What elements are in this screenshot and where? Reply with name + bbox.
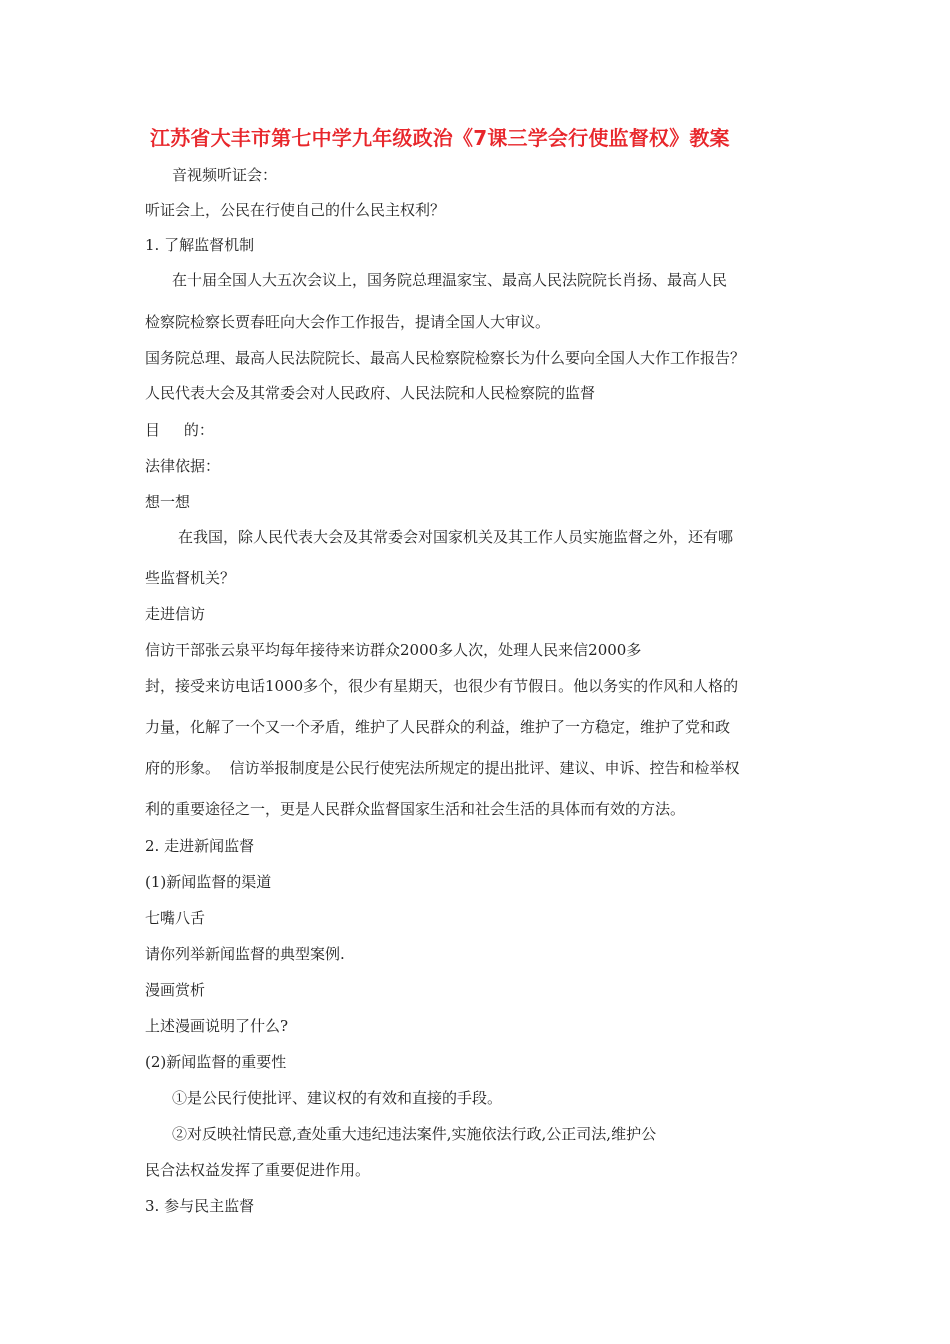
list-item: ①是公民行使批评、建议权的有效和直接的手段。 bbox=[172, 1089, 503, 1107]
paragraph-line: 力量，化解了一个又一个矛盾，维护了人民群众的利益，维护了一方稳定，维护了党和政 bbox=[145, 718, 731, 736]
paragraph-line: 国务院总理、最高人民法院院长、最高人民检察院检察长为什么要向全国人大作工作报告？ bbox=[145, 349, 746, 367]
paragraph-line: 民合法权益发挥了重要促进作用。 bbox=[145, 1161, 371, 1179]
paragraph-line: 目 的： bbox=[145, 421, 214, 439]
subsection-heading: 走进信访 bbox=[145, 605, 206, 623]
paragraph-line: 请你列举新闻监督的典型案例. bbox=[145, 945, 345, 963]
list-item: ②对反映社情民意,查处重大违纪违法案件,实施依法行政,公正司法,维护公 bbox=[172, 1125, 657, 1143]
subsection-heading: (2)新闻监督的重要性 bbox=[145, 1053, 287, 1071]
paragraph-line: 音视频听证会： bbox=[172, 166, 278, 184]
paragraph-line: 利的重要途径之一，更是人民群众监督国家生活和社会生活的具体而有效的方法。 bbox=[145, 800, 686, 818]
paragraph-line: 信访干部张云泉平均每年接待来访群众2000多人次，处理人民来信2000多 bbox=[145, 641, 642, 659]
document-title: 江苏省大丰市第七中学九年级政治《7课三学会行使监督权》教案 bbox=[150, 126, 730, 150]
paragraph-line: 人民代表大会及其常委会对人民政府、人民法院和人民检察院的监督 bbox=[145, 384, 596, 402]
paragraph-line: 检察院检察长贾春旺向大会作工作报告，提请全国人大审议。 bbox=[145, 313, 551, 331]
paragraph-line: 在我国，除人民代表大会及其常委会对国家机关及其工作人员实施监督之外，还有哪 bbox=[178, 528, 734, 546]
section-heading: 3. 参与民主监督 bbox=[145, 1197, 255, 1215]
subsection-heading: 七嘴八舌 bbox=[145, 909, 206, 927]
paragraph-line: 法律依据： bbox=[145, 457, 221, 475]
paragraph-line: 上述漫画说明了什么? bbox=[145, 1017, 289, 1035]
section-heading: 2. 走进新闻监督 bbox=[145, 837, 255, 855]
subsection-heading: 想一想 bbox=[145, 493, 191, 511]
paragraph-line: 些监督机关？ bbox=[145, 569, 236, 587]
subsection-heading: 漫画赏析 bbox=[145, 981, 206, 999]
paragraph-line: 府的形象。 信访举报制度是公民行使宪法所规定的提出批评、建议、申诉、控告和检举权 bbox=[145, 759, 740, 777]
paragraph-line: 在十届全国人大五次会议上，国务院总理温家宝、最高人民法院院长肖扬、最高人民 bbox=[172, 271, 728, 289]
subsection-heading: (1)新闻监督的渠道 bbox=[145, 873, 272, 891]
paragraph-line: 封，接受来访电话1000多个，很少有星期天，也很少有节假日。他以务实的作风和人格的 bbox=[145, 677, 739, 695]
paragraph-line: 听证会上，公民在行使自己的什么民主权利？ bbox=[145, 201, 446, 219]
section-heading: 1. 了解监督机制 bbox=[145, 236, 255, 254]
